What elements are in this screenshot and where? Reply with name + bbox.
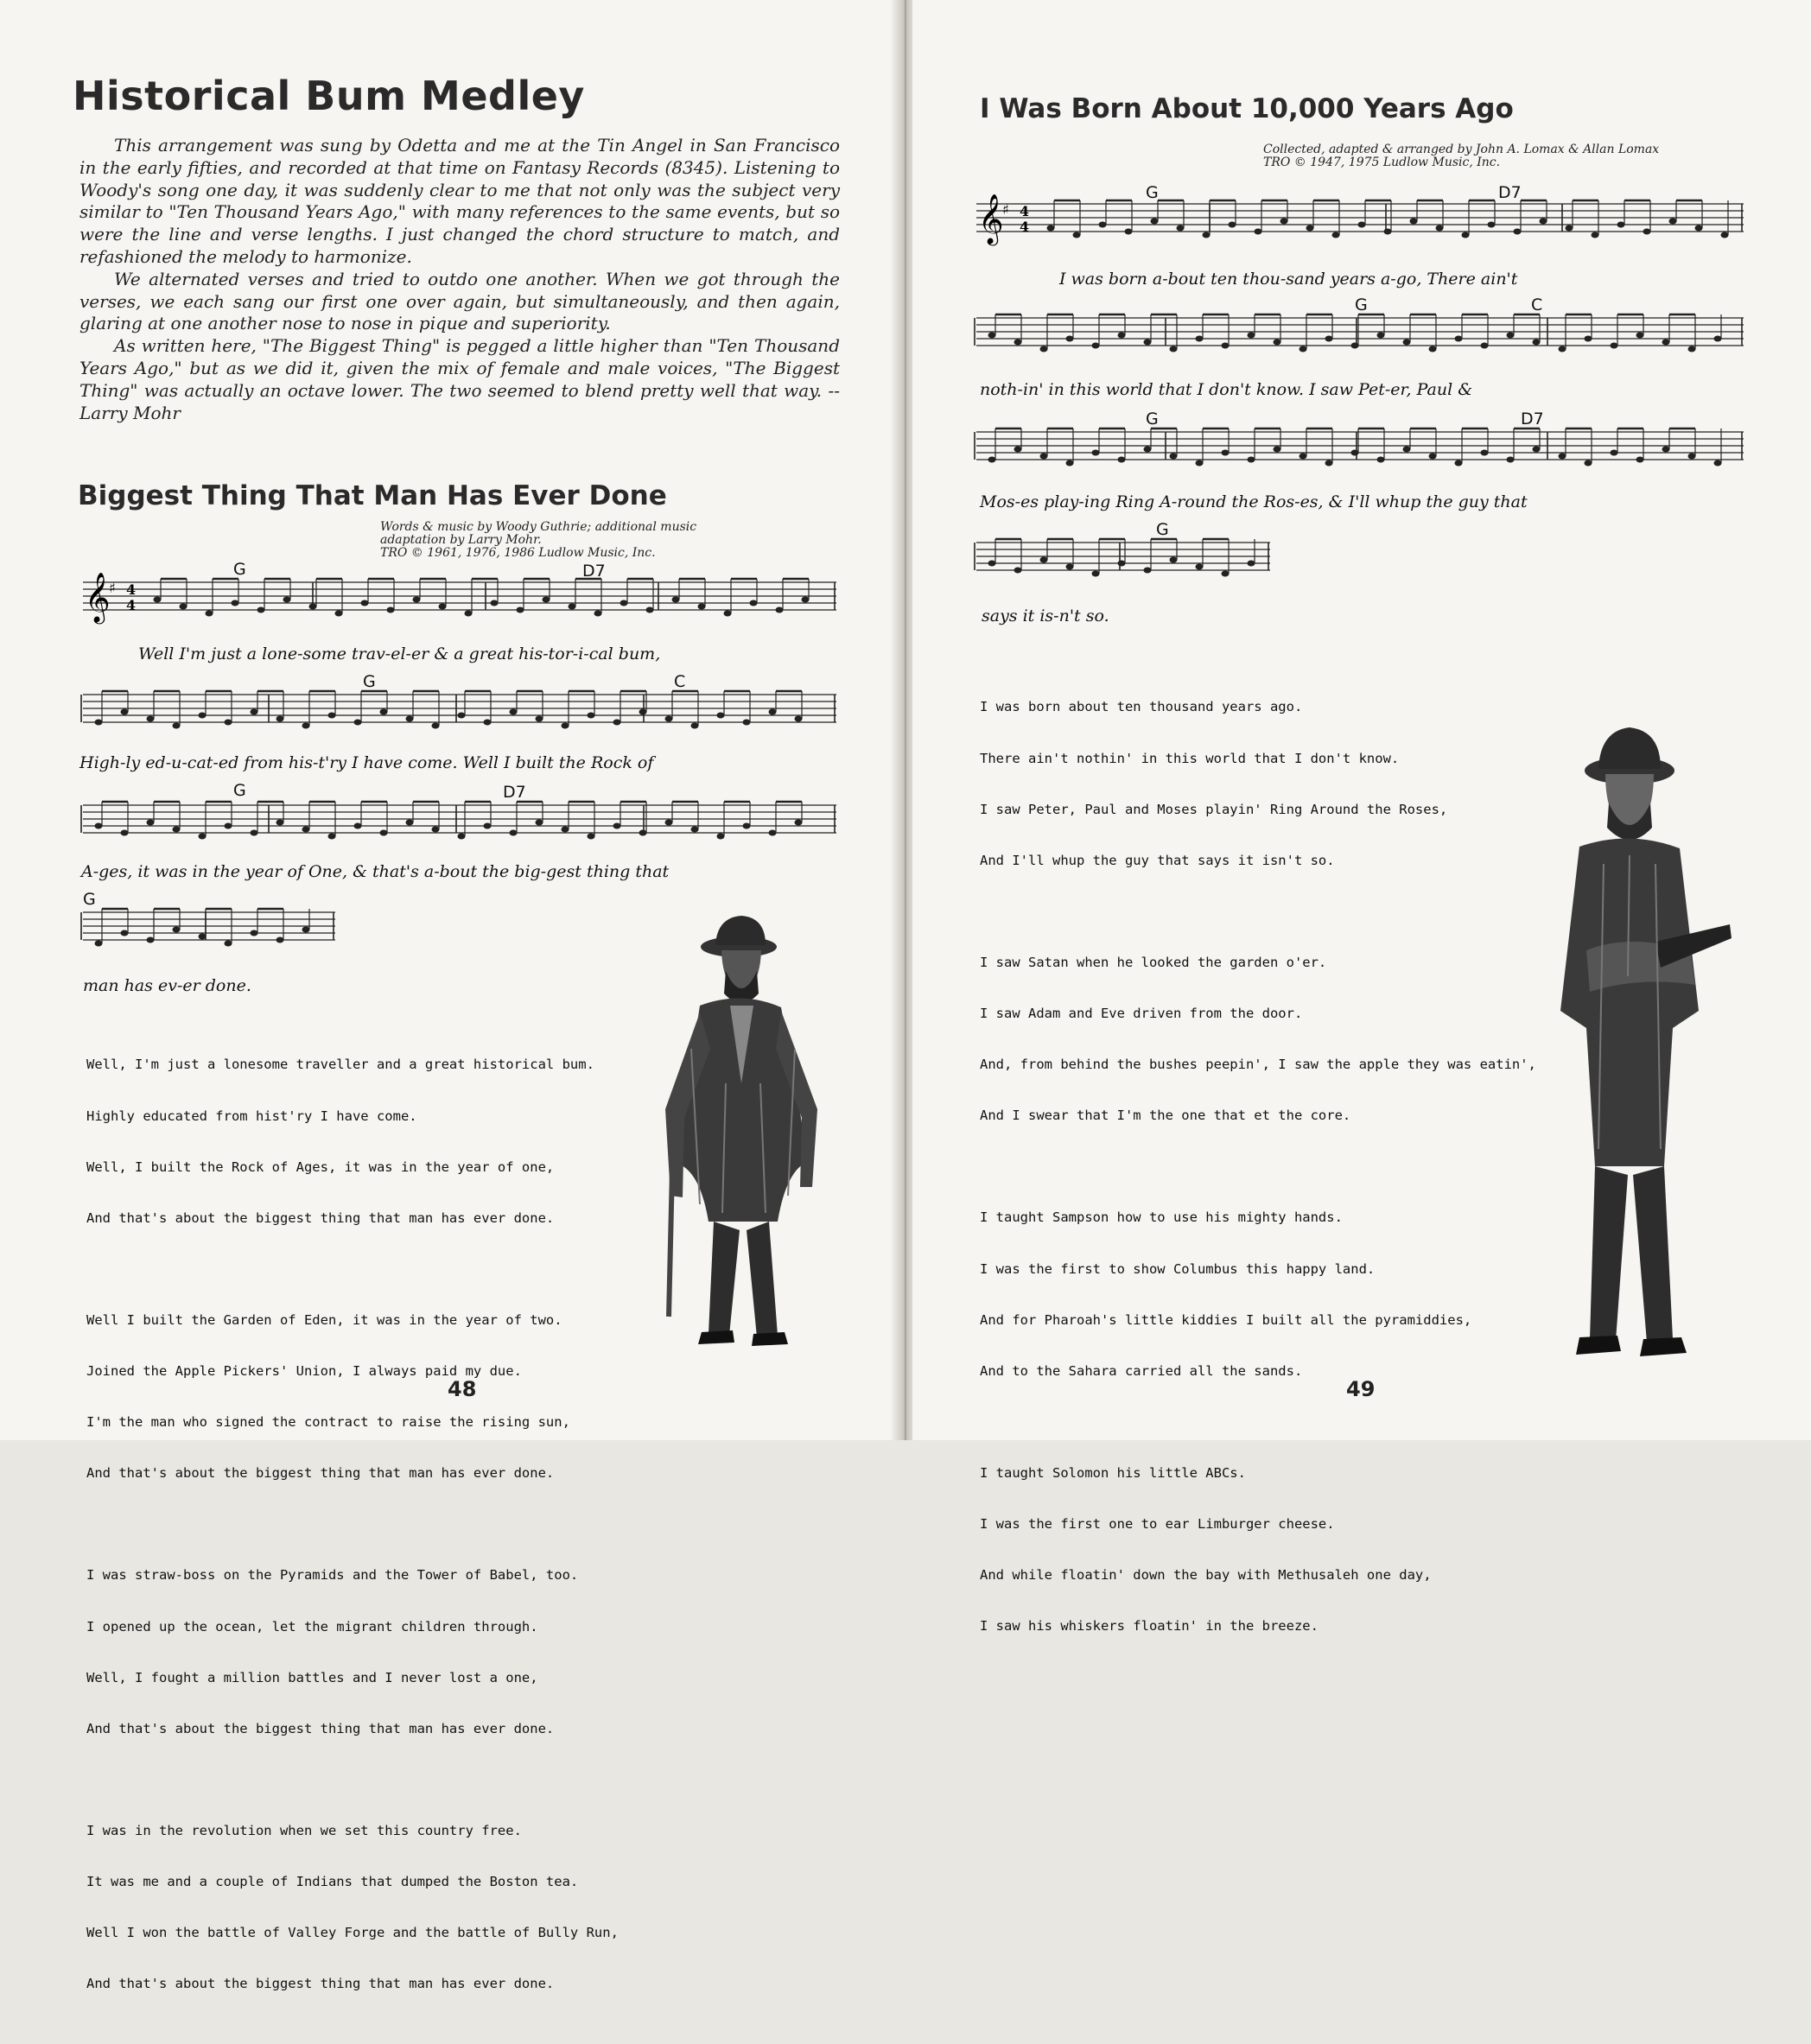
note-head [251, 930, 258, 936]
note-head [251, 830, 258, 836]
note-head [1144, 447, 1152, 453]
verse-line: I taught Sampson how to use his mighty hands. [980, 1209, 1343, 1226]
hobo-illustration [1526, 717, 1733, 1374]
note-group [154, 579, 810, 617]
lyrics-verses [86, 1023, 619, 2044]
note-head [1540, 219, 1547, 225]
note-head [1299, 454, 1307, 460]
note-head [1514, 229, 1522, 235]
note-head [988, 333, 996, 339]
note-head [432, 827, 440, 833]
note-head [1507, 457, 1515, 463]
verse-line: And that's about the biggest thing that man has ever done. [86, 1209, 555, 1226]
verse-line: And I'll whup the guy that says it isn't so. [980, 852, 1335, 868]
note-head [199, 834, 207, 840]
staff-lines [83, 582, 836, 610]
note-head [1325, 336, 1333, 342]
note-head [406, 716, 414, 722]
note-head [665, 820, 673, 826]
verse [980, 1176, 1536, 1414]
page-number: 49 [1346, 1377, 1376, 1401]
note-head [173, 927, 181, 933]
song-title-ten-thousand-years: I Was Born About 10,000 Years Ago [980, 93, 1514, 124]
note-head [147, 716, 155, 722]
page-number: 48 [448, 1377, 477, 1401]
note-head [1592, 232, 1599, 238]
note-head [232, 600, 239, 606]
lyrics-verses [980, 665, 1536, 1686]
note-head [750, 600, 758, 606]
verse-line: I saw his whiskers floatin' in the breeze. [980, 1618, 1319, 1635]
verse-line: Joined the Apple Pickers' Union, I always paid my due. [86, 1363, 522, 1380]
note-head [354, 823, 362, 829]
music-staff [83, 693, 836, 724]
note-head [95, 941, 103, 947]
verse-line: I taught Solomon his little ABCs. [980, 1465, 1246, 1481]
staff-lyric: High-ly ed-u-cat-ed from his-t'ry I have come. Well I built the Rock of [79, 753, 654, 772]
note-head [1714, 460, 1722, 467]
note-head [1014, 340, 1022, 346]
note-head [1585, 336, 1592, 342]
music-staff [83, 911, 335, 942]
note-head [173, 827, 181, 833]
note-head [335, 611, 343, 617]
verse-line: I'm the man who signed the contract to raise the rising sun, [86, 1414, 570, 1431]
note-head [328, 713, 336, 719]
note-head [1170, 557, 1178, 563]
note-head [988, 561, 996, 567]
verse-line: I was the first to show Columbus this happy land. [980, 1260, 1376, 1277]
note-head [1248, 561, 1255, 567]
note-head [665, 716, 673, 722]
music-staff [976, 316, 1744, 347]
time-signature: 4 [1020, 203, 1030, 219]
note-head [1118, 561, 1126, 567]
note-head [1410, 219, 1418, 225]
note-head [795, 716, 803, 722]
note-head [1040, 346, 1048, 352]
note-head [698, 604, 706, 610]
note-head [1170, 346, 1178, 352]
note-head [1255, 229, 1262, 235]
verse-line: And while floatin' down the bay with Methusaleh one day, [980, 1567, 1432, 1584]
note-head [1721, 232, 1729, 238]
verse-line: And, from behind the bushes peepin', I saw the apple they was eatin', [980, 1057, 1536, 1073]
credit-line: TRO © 1961, 1976, 1986 Ludlow Music, Inc. [380, 546, 656, 560]
note-head [484, 823, 492, 829]
intro-paragraph: We alternated verses and tried to outdo one another. When we got through the verses, we each sang our first one over again, but simultaneously, and then again, glaring at one another nose to nose in pique and superiority. [79, 268, 840, 334]
staff-lyric: Well I'm just a lone-some trav-el-er & a great his-tor-i-cal bum, [138, 644, 661, 663]
note-head [594, 611, 602, 617]
note-head [1643, 229, 1651, 235]
note-head [361, 600, 369, 606]
music-staff [976, 541, 1270, 572]
verse-line: Highly educated from hist'ry I have come. [86, 1108, 417, 1124]
note-head [620, 600, 628, 606]
verse-line: And for Pharoah's little kiddies I built all the pyramiddies, [980, 1311, 1472, 1328]
note-head [639, 830, 647, 836]
note-head [1144, 568, 1152, 574]
note-head [1351, 343, 1359, 349]
note-head [1488, 222, 1496, 228]
medley-title: Historical Bum Medley [73, 73, 585, 119]
music-staff [976, 430, 1744, 461]
note-head [1248, 333, 1255, 339]
intro-paragraph: As written here, "The Biggest Thing" is pegged a little higher than "Ten Thousand Years Ago," but as we did it, given the mix of female and male voices, "The Biggest Thing" was actually an octave lower. The two seemed to blend pretty well that way. -- Larry Mohr [79, 335, 840, 423]
note-head [1481, 450, 1489, 456]
note-head [458, 713, 466, 719]
hobo-illustration [639, 911, 847, 1360]
note-head [1662, 340, 1670, 346]
note-head [1429, 346, 1437, 352]
verse-line: And that's about the biggest thing that man has ever done. [86, 1465, 555, 1482]
note-head [562, 827, 569, 833]
verse [980, 665, 1536, 904]
note-head [691, 827, 699, 833]
treble-clef-icon: 𝄞 [85, 572, 111, 622]
note-head [1014, 447, 1022, 453]
note-head [536, 820, 543, 826]
credit-line: TRO © 1947, 1975 Ludlow Music, Inc. [1263, 156, 1501, 169]
staff-lyric: A-ges, it was in the year of One, & that's a-bout the big-gest thing that [81, 862, 670, 881]
verse-line: I saw Adam and Eve driven from the door. [980, 1006, 1303, 1022]
note-head [1073, 232, 1081, 238]
verse-line: Well I built the Garden of Eden, it was in the year of two. [86, 1311, 562, 1328]
note-head [743, 823, 751, 829]
note-head [154, 597, 162, 603]
note-head [1436, 225, 1444, 232]
chord-g: G [1146, 183, 1159, 202]
note-head [1099, 222, 1107, 228]
note-head [1351, 450, 1359, 456]
music-staff [83, 803, 836, 835]
note-head [569, 604, 576, 610]
verse-line: I saw Satan when he looked the garden o'er. [980, 954, 1327, 970]
chord-c: C [1531, 295, 1543, 314]
note-head [1669, 219, 1677, 225]
chord-d7: D7 [1521, 409, 1544, 428]
time-signature: 4 [126, 597, 137, 613]
note-head [251, 709, 258, 715]
verse [86, 1789, 619, 2028]
right-page [912, 0, 1811, 1635]
chord-g: G [1355, 295, 1368, 314]
verse-line: And that's about the biggest thing that man has ever done. [86, 1976, 555, 1992]
note-head [536, 716, 543, 722]
note-head [562, 723, 569, 729]
note-head [717, 834, 725, 840]
note-head [1533, 340, 1541, 346]
song-credit [1263, 143, 1659, 169]
verse-line: I was straw-boss on the Pyramids and the Tower of Babel, too. [86, 1567, 579, 1584]
note-head [769, 709, 777, 715]
note-head [180, 604, 187, 610]
note-head [225, 941, 232, 947]
note-head [1280, 219, 1288, 225]
chord-g: G [1156, 520, 1169, 539]
verse [86, 1023, 619, 1261]
note-head [225, 720, 232, 726]
chord-g: G [83, 890, 96, 909]
verse-line: And I swear that I'm the one that et the core. [980, 1108, 1351, 1124]
note-head [1092, 343, 1100, 349]
time-signature: 4 [126, 581, 137, 598]
note-head [1047, 225, 1055, 232]
note-head [465, 611, 473, 617]
note-head [1455, 460, 1463, 467]
note-head [672, 597, 680, 603]
note-head [1222, 343, 1230, 349]
note-head [121, 930, 129, 936]
time-signature: 4 [1020, 219, 1030, 235]
chord-g: G [233, 781, 246, 800]
note-head [1559, 346, 1566, 352]
left-page [0, 0, 899, 1992]
note-head [1714, 336, 1722, 342]
verse-line: And to the Sahara carried all the sands. [980, 1362, 1303, 1379]
note-head [724, 611, 732, 617]
verse-line: I saw Peter, Paul and Moses playin' Ring Around the Roses, [980, 801, 1448, 817]
note-head [613, 720, 621, 726]
note-head [95, 823, 103, 829]
note-head [543, 597, 550, 603]
note-head [717, 713, 725, 719]
verse-line: Well I won the battle of Valley Forge and the battle of Bully Run, [86, 1925, 619, 1941]
note-head [1481, 343, 1489, 349]
note-head [1196, 460, 1204, 467]
chord-c: C [674, 672, 686, 691]
credit-line: Collected, adapted & arranged by John A. Lomax & Allan Lomax [1263, 143, 1660, 156]
note-head [588, 713, 595, 719]
note-head [510, 709, 518, 715]
note-head [1299, 346, 1307, 352]
note-head [432, 723, 440, 729]
note-head [1429, 454, 1437, 460]
note-head [613, 823, 621, 829]
note-head [1203, 232, 1211, 238]
note-head [1222, 450, 1230, 456]
note-head [1559, 454, 1566, 460]
note-head [121, 830, 129, 836]
note-head [225, 823, 232, 829]
note-head [795, 820, 803, 826]
staff-lyric: Mos-es play-ing Ring A-round the Ros-es, & I'll whup the guy that [980, 492, 1528, 511]
note-head [1566, 225, 1573, 232]
note-head [1092, 571, 1100, 577]
note-head [1533, 447, 1541, 453]
verse-line: I opened up the ocean, let the migrant children through. [86, 1618, 538, 1635]
note-head [1611, 343, 1618, 349]
note-head [1274, 447, 1281, 453]
note-head [639, 709, 647, 715]
note-head [439, 604, 447, 610]
staff-lyric: noth-in' in this world that I don't know. I saw Pet-er, Paul & [980, 380, 1473, 399]
note-head [484, 720, 492, 726]
note-head [1617, 222, 1625, 228]
intro-text [79, 135, 840, 424]
note-head [206, 611, 213, 617]
verse [980, 1431, 1536, 1670]
note-head [1014, 568, 1022, 574]
note-head [380, 830, 388, 836]
verse [86, 1533, 619, 1772]
note-head [199, 934, 207, 940]
note-head [1507, 333, 1515, 339]
note-head [1462, 232, 1470, 238]
note-head [1377, 333, 1385, 339]
note-head [1455, 336, 1463, 342]
note-head [588, 834, 595, 840]
note-head [199, 713, 207, 719]
credit-line: adaptation by Larry Mohr. [380, 533, 542, 547]
chord-g: G [1146, 409, 1159, 428]
intro-paragraph: This arrangement was sung by Odetta and me at the Tin Angel in San Francisco in the early fifties, and recorded at that time on Fantasy Records (8345). Listening to Woody's song one day, it was suddenly clear to me that not only was the subject very similar to "Ten Thousand Years Ago," with many references to the same events, but so were the line and verse lengths. I just changed the chord structure to match, and refashioned the melody to harmonize. [79, 135, 840, 267]
note-head [1144, 340, 1152, 346]
note-head [1688, 346, 1696, 352]
note-head [1222, 571, 1230, 577]
note-head [1092, 450, 1100, 456]
treble-clef-icon: 𝄞 [978, 194, 1004, 244]
music-staff [83, 572, 836, 622]
staff-lyric: I was born a-bout ten thou-sand years a-go, There ain't [1059, 270, 1518, 289]
note-head [406, 820, 414, 826]
note-head [387, 607, 395, 613]
verse-line: Well, I built the Rock of Ages, it was in the year of one, [86, 1158, 555, 1175]
note-head [413, 597, 421, 603]
note-head [646, 607, 654, 613]
note-head [1636, 457, 1644, 463]
note-head [354, 720, 362, 726]
song-credit [380, 521, 696, 560]
verse-line: There ain't nothin' in this world that I don't know. [980, 750, 1400, 766]
note-head [1248, 457, 1255, 463]
note-head [302, 927, 310, 933]
note-head [776, 607, 784, 613]
note-head [1125, 229, 1133, 235]
note-head [691, 723, 699, 729]
note-head [1358, 222, 1366, 228]
sharp-icon: ♯ [109, 580, 116, 596]
verse-line: I was in the revolution when we set this country free. [86, 1823, 522, 1838]
note-head [1196, 564, 1204, 570]
note-head [1611, 450, 1618, 456]
note-head [1377, 457, 1385, 463]
note-head [147, 820, 155, 826]
chord-g: G [233, 560, 246, 579]
chord-d7: D7 [503, 783, 526, 802]
note-head [328, 834, 336, 840]
credit-line: Words & music by Woody Guthrie; additional music [380, 520, 697, 534]
note-head [988, 457, 996, 463]
note-head [1306, 225, 1314, 232]
note-head [1325, 460, 1333, 467]
note-head [1636, 333, 1644, 339]
note-head [147, 937, 155, 943]
verse-line: Well, I fought a million battles and I never lost a one, [86, 1669, 538, 1685]
note-head [173, 723, 181, 729]
note-head [802, 597, 810, 603]
note-head [510, 830, 518, 836]
note-head [276, 937, 284, 943]
note-head [276, 820, 284, 826]
note-head [1384, 229, 1392, 235]
note-head [1151, 219, 1159, 225]
note-head [302, 723, 310, 729]
note-head [769, 830, 777, 836]
note-head [283, 597, 291, 603]
note-head [491, 600, 499, 606]
note-head [302, 827, 310, 833]
verse-line: I was born about ten thousand years ago. [980, 699, 1303, 715]
note-head [1040, 454, 1048, 460]
song-title-biggest-thing: Biggest Thing That Man Has Ever Done [78, 480, 667, 511]
note-head [1585, 460, 1592, 467]
note-head [1066, 336, 1074, 342]
note-head [1040, 557, 1048, 563]
note-head [1688, 454, 1696, 460]
note-head [1177, 225, 1185, 232]
note-head [458, 834, 466, 840]
verse-line: It was me and a couple of Indians that dumped the Boston tea. [86, 1874, 579, 1890]
verse [86, 1279, 619, 1517]
music-staff [976, 194, 1744, 244]
note-head [257, 607, 265, 613]
note-head [95, 720, 103, 726]
staff-lyric: man has ev-er done. [83, 976, 251, 995]
note-head [1118, 333, 1126, 339]
note-head [1196, 336, 1204, 342]
staff-lyric: says it is-n't so. [982, 606, 1109, 625]
verse [980, 921, 1536, 1159]
verse-line: And that's about the biggest thing that man has ever done. [86, 1720, 555, 1736]
verse-line: Well, I'm just a lonesome traveller and a great historical bum. [86, 1057, 594, 1073]
note-head [121, 709, 129, 715]
note-head [276, 716, 284, 722]
note-head [380, 709, 388, 715]
note-head [1662, 447, 1670, 453]
note-head [1066, 564, 1074, 570]
note-head [517, 607, 524, 613]
note-head [1695, 225, 1703, 232]
note-head [1332, 232, 1340, 238]
note-head [1170, 454, 1178, 460]
chord-d7: D7 [582, 562, 606, 581]
sharp-icon: ♯ [1002, 201, 1009, 218]
note-head [743, 720, 751, 726]
note-head [1403, 340, 1411, 346]
verse-line: I was the first one to ear Limburger cheese. [980, 1516, 1335, 1533]
note-head [1066, 460, 1074, 467]
note-head [1118, 457, 1126, 463]
chord-g: G [363, 672, 376, 691]
chord-d7: D7 [1498, 183, 1522, 202]
note-head [1403, 447, 1411, 453]
note-head [1229, 222, 1236, 228]
note-head [1274, 340, 1281, 346]
